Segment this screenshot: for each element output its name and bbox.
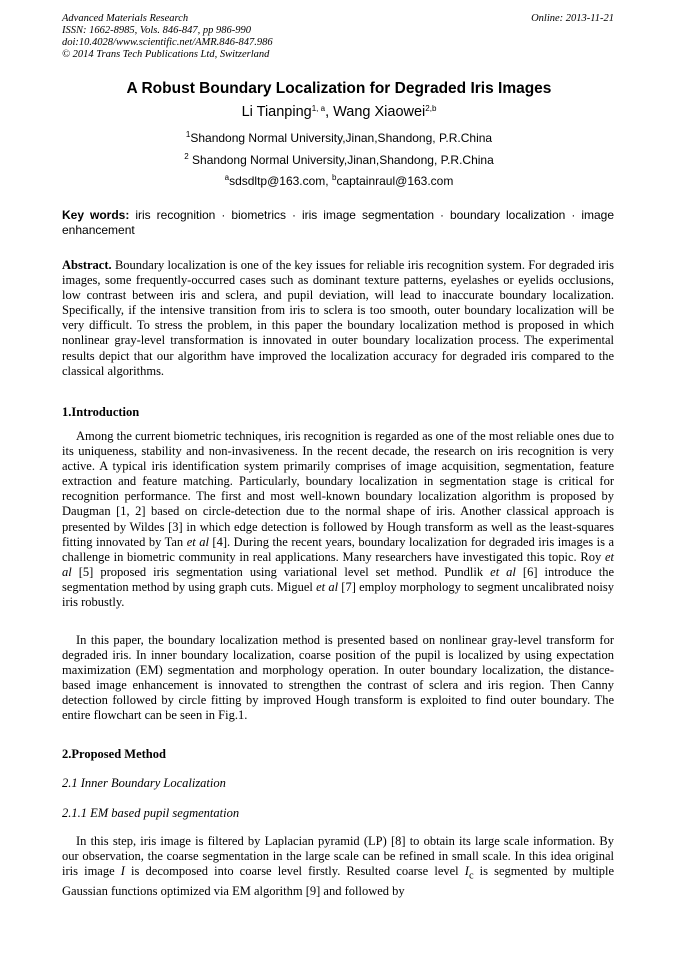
italic-text: et al [316, 579, 339, 594]
body-text: Among the current biometric techniques, iris recognition is regarded as one of the most reliable ones due to its uniqueness, stability and non-invasiveness. In the recent decade, the research on iris recognition is very active. A typical iris identification system primarily comprises of image acquisition, segmentation, feature extraction and feature matching. Particularly, boundary localization in segmentation stage is critical for recognition performance. The first and most well-known boundary localization algorithm is proposed by Daugman [1, 2] based on circle-detection due to the normal shape of iris. Another classical approach is presented by Wildes [3] in which edge detection is followed by Hough transform as well as the least-squares fitting innovated by Tan [62, 429, 614, 549]
method-paragraph-1 [62, 834, 614, 899]
introduction-paragraph-2: In this paper, the boundary localization method is presented based on nonlinear gray-level transform for degraded iris. In inner boundary localization, coarse position of the pupil is localized by using expectation maximization (EM) segmentation and morphology operation. In outer boundary localization, the distance-based image enhancement is innovated to strengthen the contrast of sclera and iris region. Then Canny detection followed by circle fitting by improved Hough transform is exploited to find outer boundary. The entire flowchart can be seen in Fig.1. [62, 633, 614, 723]
keywords [62, 208, 614, 238]
subsection-heading: 2.1 Inner Boundary Localization [62, 776, 226, 790]
affiliation-text: Shandong Normal University,Jinan,Shandong, P.R.China [190, 131, 493, 145]
journal-name: Advanced Materials Research [62, 13, 189, 24]
abstract [62, 258, 614, 379]
math-symbol: I [120, 864, 125, 879]
author-superscript: 1, a [311, 104, 326, 113]
author-name: Li Tianping [241, 104, 312, 120]
paper-title: A Robust Boundary Localization for Degraded Iris Images [126, 80, 552, 97]
online-date: Online: 2013-11-21 [531, 13, 614, 24]
math-symbol: I [464, 864, 469, 879]
author-emails [0, 174, 678, 188]
math-subscript: c [468, 870, 474, 882]
doi-line: doi:10.4028/www.scientific.net/AMR.846-847.986 [62, 37, 273, 48]
author-separator: , [325, 104, 334, 120]
author-superscript: 2,b [425, 104, 437, 113]
affiliation-text: Shandong Normal University,Jinan,Shandong, P.R.China [188, 153, 494, 167]
body-text: [7] employ morphology to segment uncalibrated noisy iris robustly. [62, 579, 615, 610]
email-link[interactable]: captainraul@163.com [336, 174, 454, 188]
copyright-line: © 2014 Trans Tech Publications Ltd, Switzerland [62, 49, 270, 60]
author-line [0, 104, 678, 120]
body-text: [6] introduce the segmentation method by using graph cuts. Miguel [62, 564, 614, 594]
italic-text: et al [62, 549, 614, 579]
issn-line: ISSN: 1662-8985, Vols. 846-847, pp 986-990 [62, 25, 251, 36]
section-heading-introduction: 1.Introduction [62, 405, 140, 419]
author-name: Wang Xiaowei [333, 104, 426, 120]
body-text: [4]. During the recent years, boundary localization for degraded iris images is a challenge in biometric community in real applications. Many researchers have investigated this topic. Roy [62, 534, 615, 564]
abstract-label: Abstract. [62, 258, 112, 272]
italic-text: et al [490, 564, 516, 579]
italic-text: et al [186, 534, 209, 549]
email-superscript: a [224, 173, 230, 182]
introduction-paragraph-1 [62, 429, 614, 610]
subsubsection-heading: 2.1.1 EM based pupil segmentation [62, 806, 240, 820]
keywords-text: iris recognition · biometrics · iris image segmentation · boundary localization · image enhancement [62, 208, 615, 237]
abstract-text: Boundary localization is one of the key issues for reliable iris recognition system. For degraded iris images, some frequently-occurred cases such as dominant texture patterns, eyelashes or eyelids occlusions, low contrast between iris and sclera, and pupil deviation, will lead to inaccurate boundary localization. Specifically, if the intensive transition from iris to sclera is too smooth, outer boundary localization will be very difficult. To stress the problem, in this paper the boundary localization method is proposed in which nonlinear gray-level transformation is innovated in outer boundary localization process. The experimental results depict that our algorithm have improved the localization accuracy for degraded iris compared to the classical algorithms. [62, 258, 614, 378]
body-text: In this step, iris image is filtered by Laplacian pyramid (LP) [8] to obtain its large scale information. By our observation, the coarse segmentation in the large scale can be refined in small scale. In this idea original iris image [62, 834, 614, 879]
body-text: [5] proposed iris segmentation using variational level set method. Pundlik [71, 564, 491, 579]
body-text: is segmented by multiple Gaussian functions optimized via EM algorithm [9] and followed by [62, 864, 615, 898]
section-heading-method: 2.Proposed Method [62, 747, 166, 761]
body-text: is decomposed into coarse level firstly. Resulted coarse level [124, 864, 465, 879]
affiliation-superscript: 1 [185, 130, 191, 139]
affiliation-superscript: 2 [184, 152, 189, 161]
email-superscript: b [331, 173, 337, 182]
keywords-label: Key words: [62, 208, 130, 222]
running-header [62, 13, 273, 61]
email-link[interactable]: sdsdltp@163.com, [229, 174, 332, 188]
affiliation-1 [0, 131, 678, 145]
affiliation-2 [0, 153, 678, 167]
